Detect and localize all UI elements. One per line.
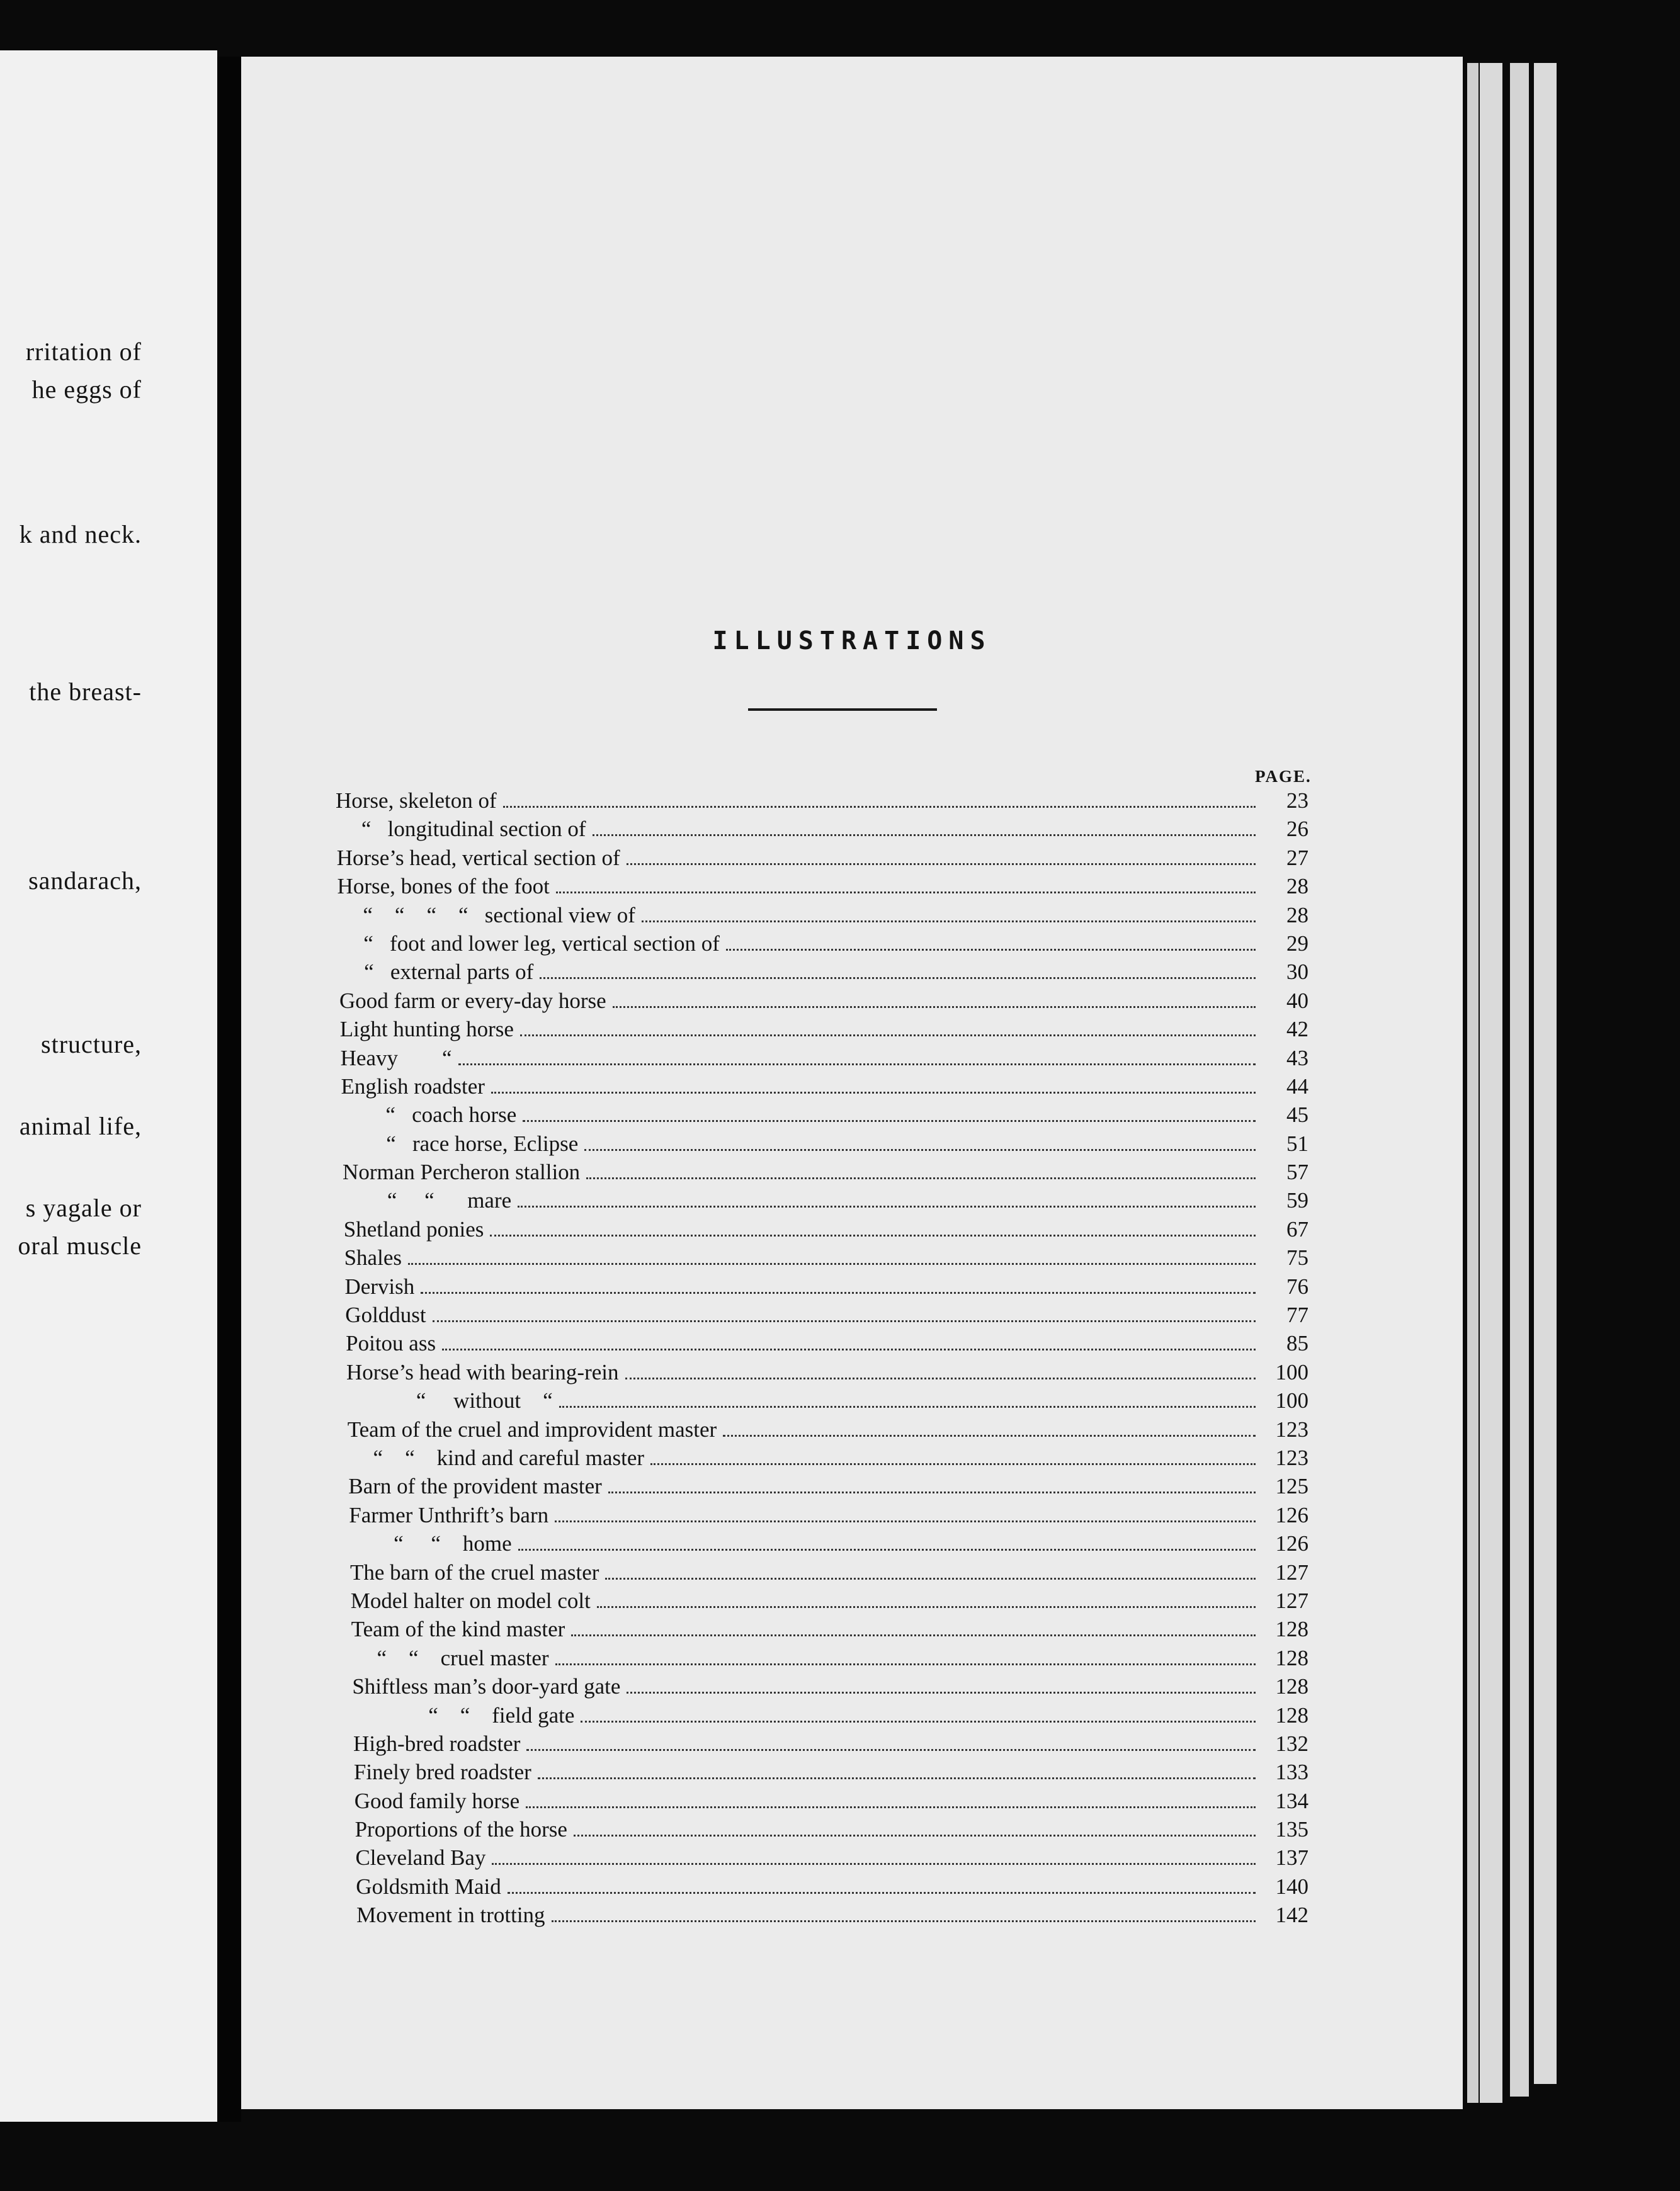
list-item <box>336 1674 1308 1702</box>
dot-leader <box>555 1663 1256 1665</box>
entry-page-number: 140 <box>1275 1874 1308 1899</box>
entry-page-number: 126 <box>1275 1502 1308 1527</box>
entry-page-number: 100 <box>1275 1388 1308 1413</box>
dot-leader <box>458 1063 1256 1065</box>
list-item <box>336 1131 1308 1160</box>
entry-label: Farmer Unthrift’s barn <box>349 1502 549 1527</box>
dot-leader <box>540 977 1256 979</box>
page-edge <box>1534 63 1557 2084</box>
entry-label: Horse’s head, vertical section of <box>336 845 620 870</box>
book-gutter <box>217 57 241 2122</box>
page-edge <box>1510 63 1529 2097</box>
list-item <box>336 1874 1308 1903</box>
entry-label: Barn of the provident master <box>348 1474 602 1499</box>
illustrations-list <box>336 788 1308 1932</box>
dot-leader <box>421 1292 1256 1294</box>
left-text-line: sandarach, <box>28 866 142 895</box>
dot-leader <box>581 1721 1256 1723</box>
entry-label: Goldsmith Maid <box>356 1874 501 1899</box>
entry-label: “ “ field gate <box>428 1702 575 1728</box>
entry-page-number: 67 <box>1286 1216 1308 1242</box>
list-item <box>336 1360 1308 1388</box>
list-item <box>336 846 1308 874</box>
entry-label: Shetland ponies <box>343 1216 484 1242</box>
list-item <box>336 1160 1308 1188</box>
dot-leader <box>408 1263 1256 1265</box>
entry-label: Shales <box>344 1245 402 1271</box>
dot-leader <box>523 1120 1256 1122</box>
list-item <box>336 817 1308 845</box>
entry-page-number: 128 <box>1275 1617 1308 1642</box>
entry-page-number: 123 <box>1275 1445 1308 1470</box>
entry-page-number: 100 <box>1275 1359 1308 1384</box>
page-column-header: PAGE. <box>1255 767 1312 786</box>
entry-label: Proportions of the horse <box>355 1817 567 1842</box>
entry-page-number: 128 <box>1275 1702 1308 1728</box>
dot-leader <box>723 1435 1256 1437</box>
left-text-line: k and neck. <box>19 520 142 548</box>
entry-page-number: 23 <box>1286 788 1308 813</box>
dot-leader <box>526 1806 1256 1808</box>
left-text-line: structure, <box>41 1030 142 1058</box>
list-item <box>336 903 1308 931</box>
entry-page-number: 137 <box>1275 1845 1308 1871</box>
dot-leader <box>442 1349 1256 1350</box>
dot-leader <box>433 1320 1256 1322</box>
main-page <box>241 57 1463 2109</box>
dot-leader <box>613 1006 1256 1008</box>
list-item <box>336 1188 1308 1216</box>
entry-label: Horse, bones of the foot <box>337 874 550 899</box>
left-text-line: the breast- <box>29 677 142 706</box>
list-item <box>336 1845 1308 1874</box>
dot-leader <box>650 1463 1256 1465</box>
entry-label: High-bred roadster <box>353 1731 521 1756</box>
entry-page-number: 30 <box>1286 960 1308 985</box>
entry-page-number: 85 <box>1286 1331 1308 1356</box>
dot-leader <box>586 1177 1256 1179</box>
entry-label: Model halter on model colt <box>350 1588 591 1613</box>
dot-leader <box>503 806 1256 808</box>
left-text-line: animal life, <box>19 1112 142 1140</box>
page-edge <box>1480 63 1502 2103</box>
dot-leader <box>556 892 1256 893</box>
list-item <box>336 1789 1308 1817</box>
entry-label: Heavy “ <box>340 1045 452 1070</box>
dot-leader <box>492 1863 1256 1865</box>
entry-page-number: 135 <box>1275 1817 1308 1842</box>
list-item <box>336 1331 1308 1359</box>
list-item <box>336 1274 1308 1303</box>
list-item <box>336 1017 1308 1045</box>
entry-page-number: 51 <box>1286 1131 1308 1156</box>
list-item <box>336 1217 1308 1245</box>
entry-page-number: 134 <box>1275 1788 1308 1813</box>
dot-leader <box>627 1692 1256 1694</box>
entry-label: The barn of the cruel master <box>349 1560 599 1585</box>
entry-label: Golddust <box>345 1303 426 1328</box>
list-item <box>336 1388 1308 1417</box>
list-item <box>336 1617 1308 1645</box>
entry-label: “ “ home <box>394 1531 512 1556</box>
dot-leader <box>559 1406 1256 1408</box>
entry-page-number: 42 <box>1286 1017 1308 1042</box>
entry-label: Team of the cruel and improvident master <box>347 1417 717 1442</box>
entry-page-number: 57 <box>1286 1160 1308 1185</box>
list-item <box>336 1703 1308 1731</box>
left-text-line: rritation of <box>25 337 142 366</box>
entry-label: Dervish <box>344 1274 415 1299</box>
entry-page-number: 127 <box>1275 1588 1308 1613</box>
list-item <box>336 960 1308 988</box>
dot-leader <box>520 1034 1256 1036</box>
title-rule <box>748 708 937 711</box>
page-title: ILLUSTRATIONS <box>712 626 992 655</box>
entry-page-number: 26 <box>1286 817 1308 842</box>
left-text-line: oral muscle <box>18 1231 142 1260</box>
entry-label: Shiftless man’s door-yard gate <box>352 1674 621 1699</box>
entry-label: Horse, skeleton of <box>336 788 497 813</box>
entry-label: Good family horse <box>354 1788 520 1813</box>
list-item <box>336 1074 1308 1102</box>
entry-page-number: 27 <box>1286 845 1308 870</box>
entry-label: “ longitudinal section of <box>361 817 586 842</box>
entry-page-number: 125 <box>1275 1474 1308 1499</box>
entry-page-number: 77 <box>1286 1303 1308 1328</box>
entry-page-number: 44 <box>1286 1073 1308 1099</box>
entry-page-number: 28 <box>1286 874 1308 899</box>
dot-leader <box>726 949 1256 951</box>
entry-page-number: 43 <box>1286 1045 1308 1070</box>
entry-label: “ race horse, Eclipse <box>386 1131 579 1156</box>
dot-leader <box>538 1777 1256 1779</box>
entry-label: “ coach horse <box>385 1102 517 1128</box>
entry-page-number: 45 <box>1286 1102 1308 1128</box>
entry-label: “ “ “ “ sectional view of <box>363 902 635 927</box>
entry-page-number: 59 <box>1286 1188 1308 1213</box>
list-item <box>336 1303 1308 1331</box>
list-item <box>336 788 1308 817</box>
left-text-line: he eggs of <box>31 375 142 404</box>
dot-leader <box>627 863 1256 865</box>
dot-leader <box>552 1920 1256 1922</box>
list-item <box>336 1731 1308 1760</box>
entry-label: Movement in trotting <box>356 1903 545 1928</box>
list-item <box>336 931 1308 960</box>
dot-leader <box>490 1235 1256 1237</box>
dot-leader <box>526 1749 1256 1751</box>
entry-label: Finely bred roadster <box>353 1760 531 1785</box>
entry-page-number: 133 <box>1275 1760 1308 1785</box>
entry-page-number: 126 <box>1275 1531 1308 1556</box>
list-item <box>336 1903 1308 1931</box>
entry-label: Norman Percheron stallion <box>343 1160 581 1185</box>
entry-label: Light hunting horse <box>339 1017 514 1042</box>
list-item <box>336 1446 1308 1474</box>
dot-leader <box>555 1520 1256 1522</box>
list-item <box>336 1560 1308 1588</box>
entry-label: “ “ mare <box>387 1188 512 1213</box>
dot-leader <box>574 1835 1256 1837</box>
dot-leader <box>608 1492 1256 1493</box>
entry-label: Cleveland Bay <box>355 1845 486 1871</box>
list-item <box>336 1588 1308 1617</box>
dot-leader <box>597 1606 1256 1608</box>
dot-leader <box>593 834 1256 836</box>
list-item <box>336 1531 1308 1560</box>
list-item <box>336 1760 1308 1788</box>
entry-label: “ “ cruel master <box>377 1645 549 1670</box>
dot-leader <box>571 1634 1256 1636</box>
entry-page-number: 29 <box>1286 931 1308 956</box>
entry-label: “ foot and lower leg, vertical section of <box>363 931 720 956</box>
entry-label: Poitou ass <box>346 1331 436 1356</box>
dot-leader <box>508 1892 1256 1894</box>
dot-leader <box>625 1378 1256 1379</box>
dot-leader <box>605 1578 1256 1580</box>
entry-label: Good farm or every-day horse <box>339 988 606 1013</box>
list-item <box>336 1102 1308 1131</box>
list-item <box>336 1503 1308 1531</box>
list-item <box>336 1245 1308 1274</box>
list-item <box>336 874 1308 902</box>
entry-page-number: 40 <box>1286 988 1308 1013</box>
dot-leader <box>491 1092 1256 1094</box>
list-item <box>336 988 1308 1017</box>
dot-leader <box>584 1149 1256 1151</box>
list-item <box>336 1046 1308 1074</box>
left-facing-page <box>0 50 217 2122</box>
page-edge <box>1467 63 1479 2103</box>
list-item <box>336 1474 1308 1502</box>
entry-label: Team of the kind master <box>351 1617 565 1642</box>
entry-page-number: 127 <box>1275 1560 1308 1585</box>
entry-label: Horse’s head with bearing-rein <box>346 1359 619 1384</box>
entry-page-number: 75 <box>1286 1245 1308 1271</box>
entry-page-number: 123 <box>1275 1417 1308 1442</box>
entry-label: “ without “ <box>416 1388 553 1413</box>
list-item <box>336 1646 1308 1674</box>
entry-page-number: 142 <box>1275 1903 1308 1928</box>
dot-leader <box>518 1206 1256 1208</box>
list-item <box>336 1417 1308 1446</box>
left-text-line: s yagale or <box>25 1194 142 1222</box>
entry-label: English roadster <box>341 1073 485 1099</box>
entry-label: “ “ kind and careful master <box>373 1445 645 1470</box>
entry-page-number: 132 <box>1275 1731 1308 1756</box>
entry-page-number: 28 <box>1286 902 1308 927</box>
entry-page-number: 76 <box>1286 1274 1308 1299</box>
dot-leader <box>642 920 1256 922</box>
entry-label: “ external parts of <box>364 960 534 985</box>
list-item <box>336 1817 1308 1845</box>
entry-page-number: 128 <box>1275 1674 1308 1699</box>
entry-page-number: 128 <box>1275 1645 1308 1670</box>
dot-leader <box>518 1549 1256 1551</box>
